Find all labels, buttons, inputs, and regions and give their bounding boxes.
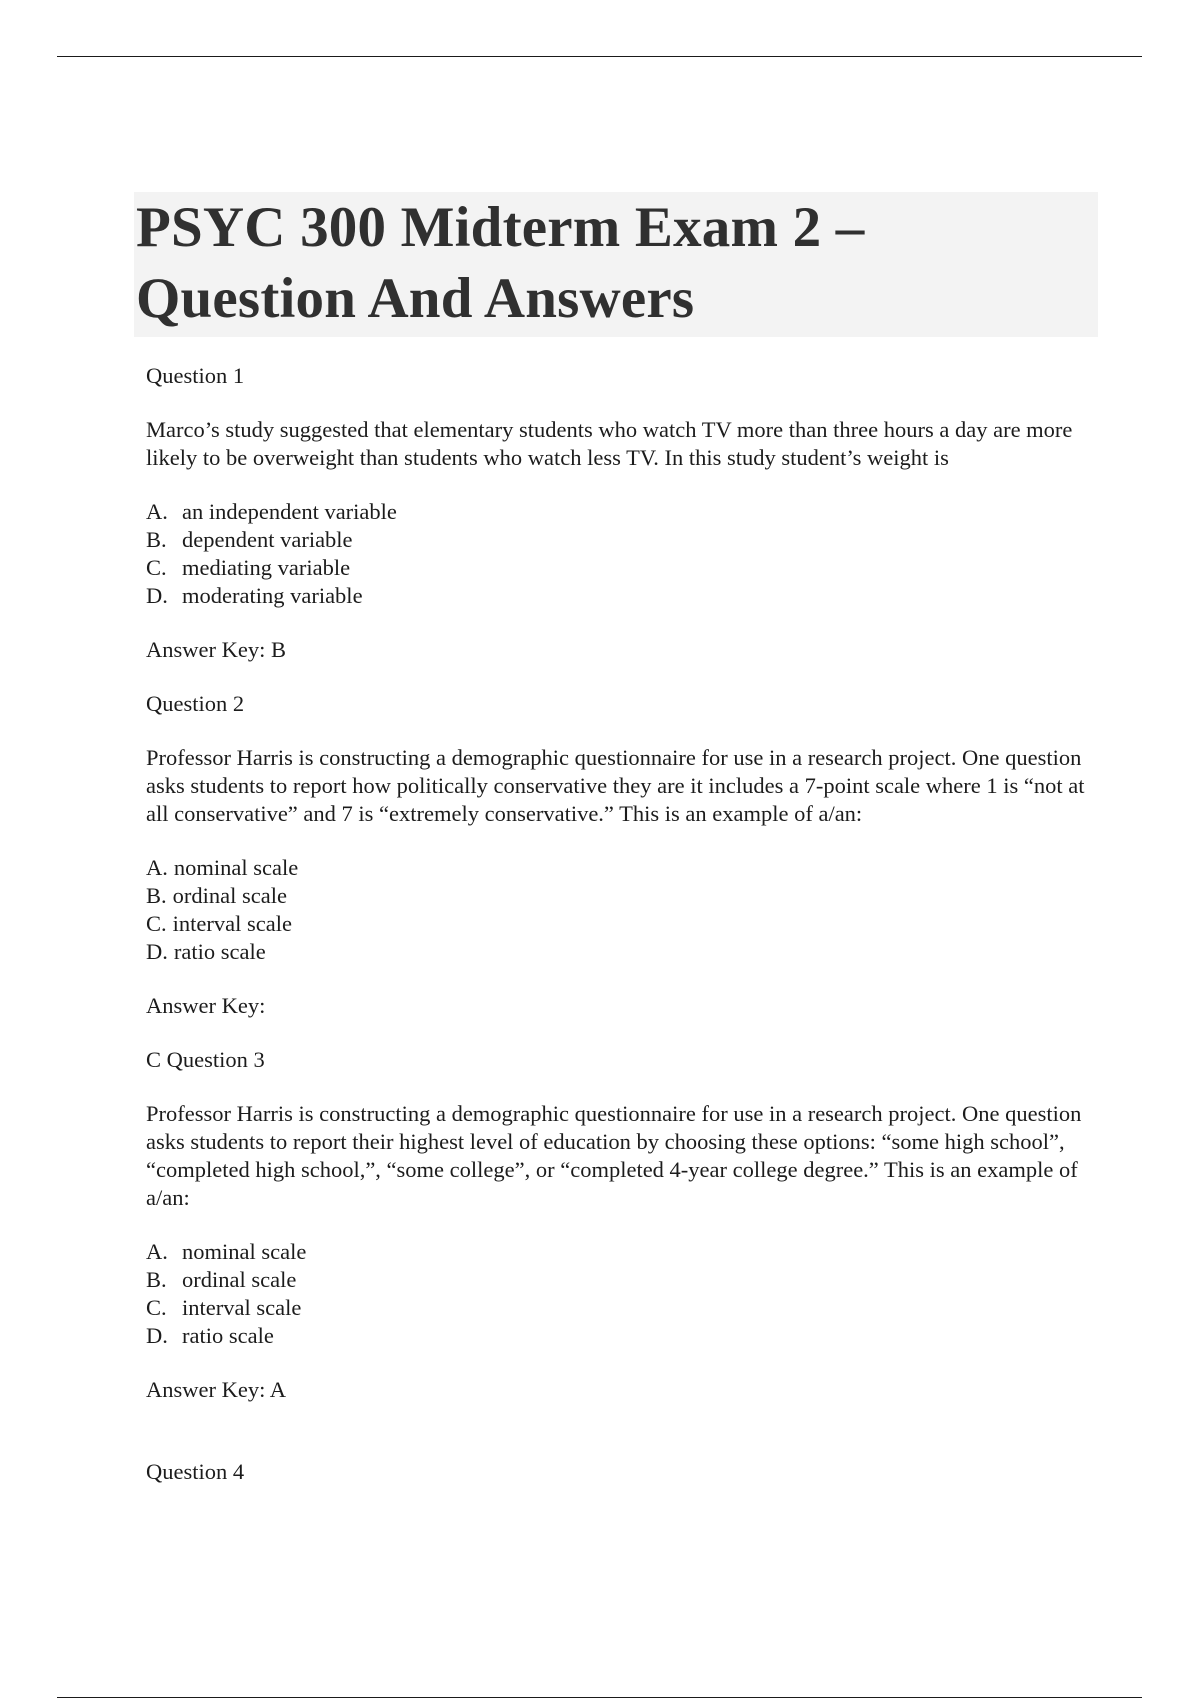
answer-key: Answer Key: [146, 993, 266, 1018]
answer-options [146, 1238, 1096, 1350]
option-item [146, 938, 1096, 966]
question-heading: Question 1 [146, 363, 245, 388]
option-item [146, 1322, 1096, 1350]
option-letter: C. [146, 555, 167, 580]
question-stem: Professor Harris is constructing a demographic questionnaire for use in a research project. One question asks students to report how politically conservative they are it includes a 7-point scale where 1 is “not at all conservative” and 7 is “extremely conservative.” This is an example of a/an: [146, 745, 1085, 826]
option-item [146, 1294, 1096, 1322]
question-heading: Question 2 [146, 691, 245, 716]
option-text: ratio scale [182, 1323, 274, 1348]
option-item [146, 1238, 1096, 1266]
document-body [146, 362, 1096, 1512]
option-text: ratio scale [173, 939, 266, 964]
option-item [146, 526, 1096, 554]
question-heading: C Question 3 [146, 1047, 265, 1072]
question-heading: Question 4 [146, 1459, 245, 1484]
option-letter: A. [146, 855, 168, 880]
answer-options [146, 498, 1096, 610]
option-letter: C. [146, 911, 167, 936]
question-stem: Professor Harris is constructing a demographic questionnaire for use in a research project. One question asks students to report their highest level of education by choosing these options: “some high school”, “completed high school,”, “some college”, or “completed 4-year college degree.” This is an example of a/an: [146, 1101, 1082, 1210]
option-text: nominal scale [182, 1239, 307, 1264]
bottom-rule [57, 1697, 1142, 1698]
question-4 [146, 1458, 1096, 1486]
option-text: moderating variable [182, 583, 363, 608]
document-title [136, 192, 865, 334]
answer-key: Answer Key: A [146, 1377, 286, 1402]
option-letter: D. [146, 939, 168, 964]
option-text: ordinal scale [182, 1267, 297, 1292]
question-2 [146, 690, 1096, 1020]
option-letter: C. [146, 1295, 167, 1320]
answer-options [146, 854, 1096, 966]
option-text: mediating variable [182, 555, 351, 580]
option-letter: A. [146, 499, 168, 524]
question-stem: Marco’s study suggested that elementary students who watch TV more than three hours a day are more likely to be overweight than students who watch less TV. In this study student’s weight is [146, 417, 1073, 470]
answer-key: Answer Key: B [146, 637, 286, 662]
option-item [146, 882, 1096, 910]
option-text: nominal scale [173, 855, 299, 880]
option-item [146, 1266, 1096, 1294]
option-item [146, 498, 1096, 526]
option-letter: D. [146, 1323, 168, 1348]
title-line-1: PSYC 300 Midterm Exam 2 – [136, 196, 865, 259]
option-item [146, 854, 1096, 882]
option-letter: B. [146, 1267, 167, 1292]
option-letter: B. [146, 883, 167, 908]
option-item [146, 910, 1096, 938]
top-rule [57, 56, 1142, 57]
question-3 [146, 1046, 1096, 1404]
option-text: an independent variable [182, 499, 397, 524]
option-text: interval scale [172, 911, 292, 936]
option-text: dependent variable [182, 527, 353, 552]
option-item [146, 554, 1096, 582]
option-text: interval scale [182, 1295, 302, 1320]
question-1 [146, 362, 1096, 664]
option-text: ordinal scale [172, 883, 287, 908]
option-letter: D. [146, 583, 168, 608]
option-item [146, 582, 1096, 610]
option-letter: B. [146, 527, 167, 552]
option-letter: A. [146, 1239, 168, 1264]
title-line-2: Question And Answers [136, 267, 695, 330]
